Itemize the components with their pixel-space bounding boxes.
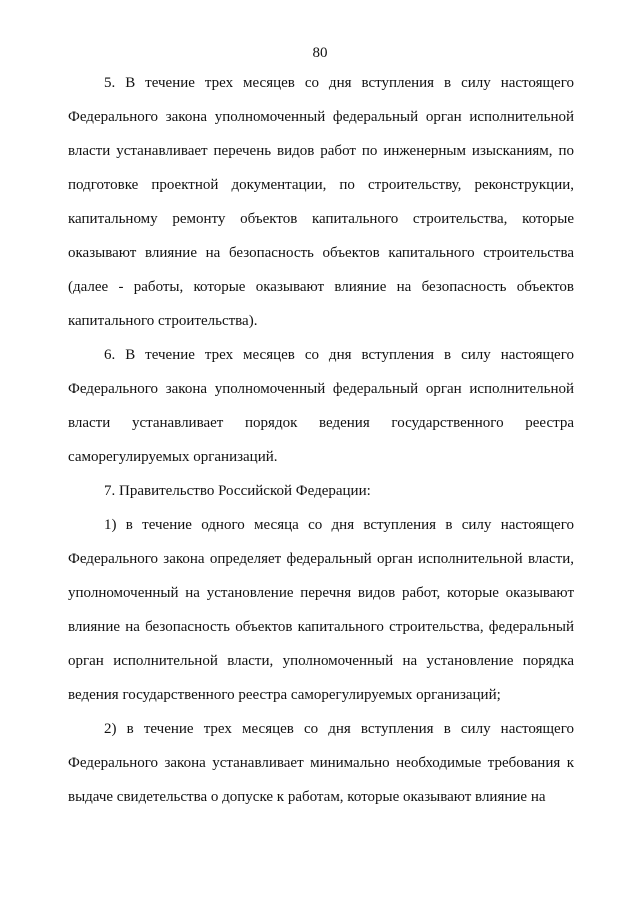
document-body bbox=[68, 66, 574, 814]
paragraph-7-item-1: 1) в течение одного месяца со дня вступления в силу настоящего Федерального закона определяет федеральный орган исполнительной власти, уполномоченный на установление перечня видов работ, которые оказывают влияние на безопасность объектов капитального строительства, федеральный орган исполнительной власти, уполномоченный на установление порядка ведения государственного реестра саморегулируемых организаций; bbox=[68, 517, 574, 703]
paragraph-5: 5. В течение трех месяцев со дня вступления в силу настоящего Федерального закона уполномоченный федеральный орган исполнительной власти устанавливает перечень видов работ по инженерным изысканиям, по подготовке проектной документации, по строительству, реконструкции, капитальному ремонту объектов капитального строительства, которые оказывают влияние на безопасность объектов капитального строительства (далее - работы, которые оказывают влияние на безопасность объектов капитального строительства). bbox=[68, 75, 574, 329]
page-number: 80 bbox=[312, 45, 328, 61]
paragraph-7: 7. Правительство Российской Федерации: bbox=[104, 483, 371, 499]
paragraph-6: 6. В течение трех месяцев со дня вступления в силу настоящего Федерального закона уполномоченный федеральный орган исполнительной власти устанавливает порядок ведения государственного реестра саморегулируемых организаций. bbox=[68, 347, 574, 465]
paragraph-7-item-2: 2) в течение трех месяцев со дня вступления в силу настоящего Федерального закона устанавливает минимально необходимые требования к выдаче свидетельства о допуске к работам, которые оказывают влияние на bbox=[68, 721, 574, 805]
